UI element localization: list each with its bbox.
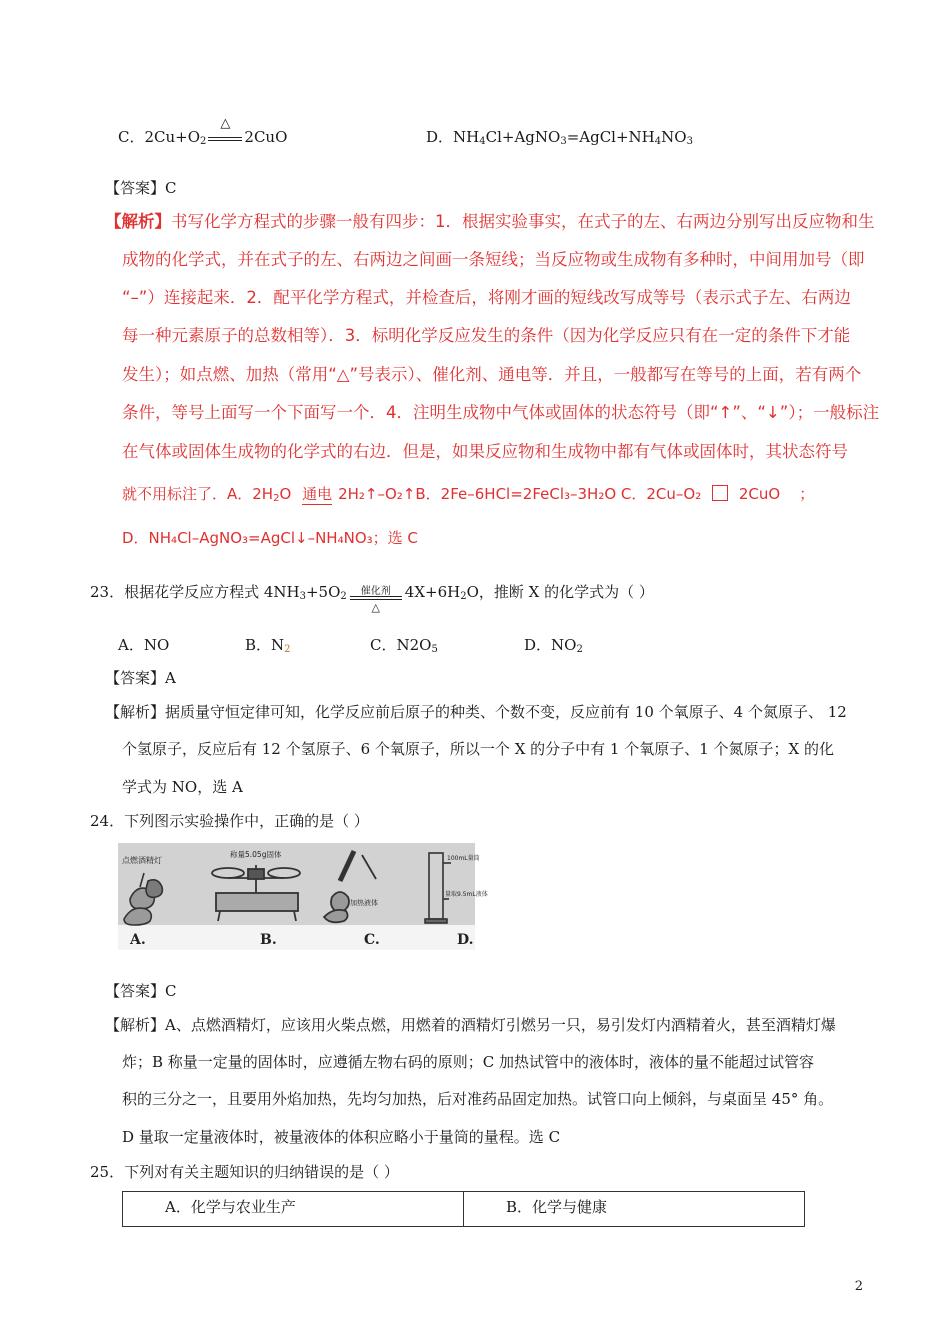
q22-option-c: C．$2Cu+O_2$ △ 2CuO <box>118 116 288 147</box>
q22-analysis-line-7: 在气体或固体生成物的化学式的右边．但是，如果反应物和生成物中都有气体或固体时，其状态符号 <box>122 442 848 461</box>
q22-analysis-line-6: 条件，等号上面写一个下面写一个．4．注明生成物中气体或固体的状态符号（即“↑”、“↓”）；一般标注 <box>122 403 880 422</box>
q23-answer: 【答案】A <box>105 669 176 687</box>
q23-option-a: A．NO <box>118 636 170 654</box>
page-number: 2 <box>854 1279 863 1294</box>
q24-analysis-line-2: 炸；B 称量一定量的固体时，应遵循左物右码的原则；C 加热试管中的液体时，液体的量不能超过试管容 <box>122 1053 815 1071</box>
q22-analysis-line-8: 就不用标注了．A．$2H_2O$ 通电 2H₂↑–O₂↑B．2Fe–6HCl=2FeCl₃–3H₂O C．2Cu–O₂ 2CuO ； <box>122 485 815 504</box>
q25-table <box>122 1191 805 1227</box>
q23-option-b: B．$N_2$ <box>245 636 291 655</box>
q22-analysis-line-4: 每一种元素原子的总数相等）．3．标明化学反应发生的条件（因为化学反应只有在一定的条件下才能 <box>122 326 851 345</box>
lab-operations-figure <box>118 843 389 950</box>
q23-option-c: C．$N2O_5$ <box>370 636 438 655</box>
q24-analysis-line-3: 积的三分之一，且要用外焰加热，先均匀加热，后对准药品固定加热。试管口向上倾斜，与桌面呈 45° 角。 <box>122 1090 834 1108</box>
fig-letter-d: D. <box>457 932 474 948</box>
q22-analysis-line-9: D．NH₄Cl–AgNO₃=AgCl↓–NH₄NO₃；选 C <box>122 529 418 547</box>
q24-answer: 【答案】C <box>105 982 177 1000</box>
q24-analysis-line-1: 【解析】A、点燃酒精灯，应该用火柴点燃，用燃着的酒精灯引燃另一只，易引发灯内酒精着火，甚至酒精灯爆 <box>105 1016 836 1034</box>
lab-operations-figure-d <box>389 843 488 950</box>
q22-analysis-line-3: “–”）连接起来．2．配平化学方程式，并检查后，将刚才画的短线改写成等号（表示式子左、右两边 <box>122 288 851 307</box>
q23-analysis-line-3: 学式为 NO，选 A <box>122 778 243 796</box>
q24-stem: 24．下列图示实验操作中，正确的是（ ） <box>90 812 369 830</box>
q23-analysis-line-1: 【解析】据质量守恒定律可知，化学反应前后原子的种类、个数不变，反应前有 10 个氧原子、4 个氮原子、 12 <box>105 703 847 721</box>
q23-analysis-line-2: 个氢原子，反应后有 12 个氢原子、6 个氧原子，所以一个 X 的分子中有 1 个氧原子、1 个氮原子；X 的化 <box>122 740 834 758</box>
missing-glyph-box <box>712 485 728 501</box>
fig-letter-c: C. <box>364 932 380 948</box>
q24-analysis-line-4: D 量取一定量液体时，被量液体的体积应略小于量筒的量程。选 C <box>122 1128 561 1146</box>
q25-col-a: A．化学与农业生产 <box>123 1192 464 1227</box>
fig-label-d-liquid: 量取9.5mL液体 <box>445 891 488 898</box>
fig-label-b: 称量5.05g固体 <box>230 850 282 859</box>
q25-stem: 25．下列对有关主题知识的归纳错误的是（ ） <box>90 1163 399 1181</box>
fig-label-d-cylinder: 100mL量筒 <box>447 855 480 862</box>
fig-label-c: 加热液体 <box>350 899 378 907</box>
q22-option-d: D．$NH_4Cl+AgNO_3=AgCl+NH_4NO_3$ <box>426 128 693 147</box>
q23-stem: 23．根据花学反应方程式 $4NH_3+5O_2$ 催化剂 △ $4X+6H_2O$，推断 X 的化学式为（ ） <box>90 583 654 614</box>
fig-letter-a: A. <box>130 932 146 948</box>
q22-analysis-line-5: 发生）；如点燃、加热（常用“△”号表示）、催化剂、通电等．并且，一般都写在等号的上面，若有两个 <box>122 365 862 384</box>
catalyst-label: 催化剂 <box>360 586 391 597</box>
heat-symbol: △ <box>220 116 231 131</box>
heat-symbol: △ <box>371 601 381 614</box>
q22-analysis-line-1: 【解析】书写化学方程式的步骤一般有四步：1．根据实验事实，在式子的左、右两边分别写出反应物和生 <box>105 212 875 231</box>
q22-answer: 【答案】C <box>105 179 177 197</box>
fig-label-a: 点燃酒精灯 <box>122 856 162 865</box>
q23-option-d: D．$NO_2$ <box>524 636 583 655</box>
fig-letter-b: B. <box>260 932 277 948</box>
q25-col-b: B．化学与健康 <box>464 1192 805 1227</box>
q22-analysis-line-2: 成物的化学式，并在式子的左、右两边之间画一条短线；当反应物或生成物有多种时，中间用加号（即 <box>122 250 865 269</box>
